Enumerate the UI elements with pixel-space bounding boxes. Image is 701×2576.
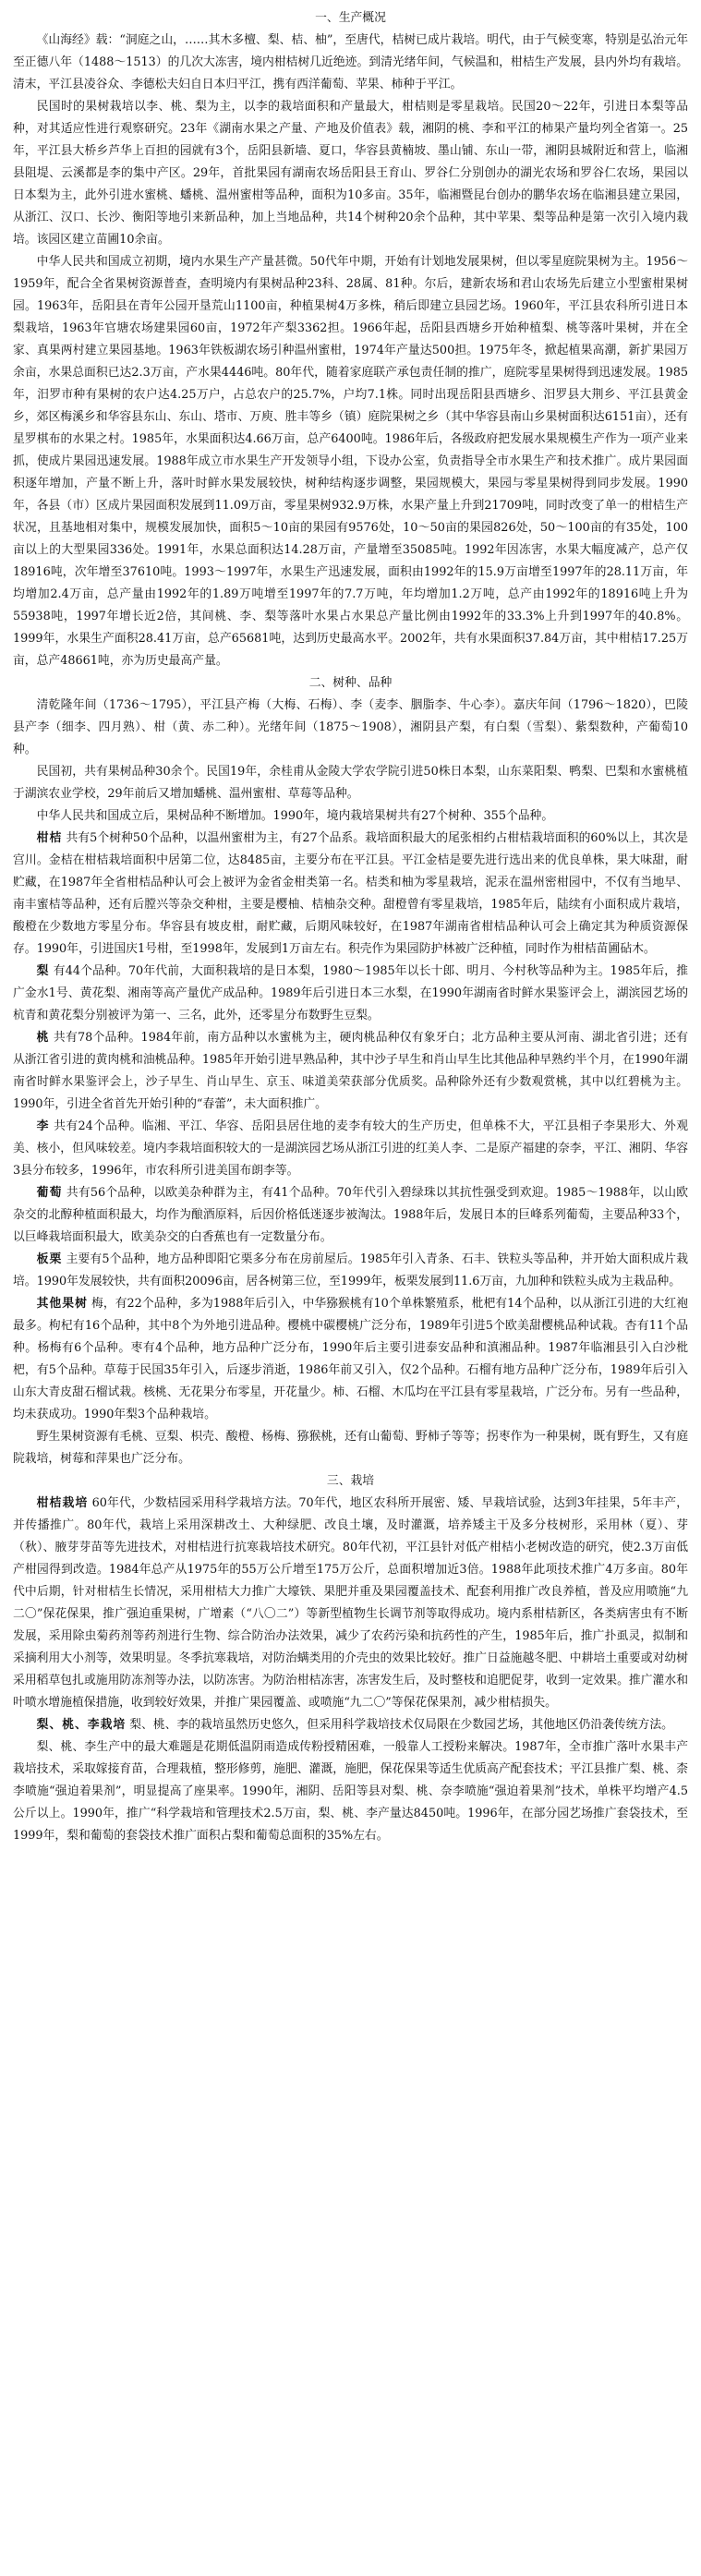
paragraph-text: 共有5个树种50个品种，以温州蜜柑为主，有27个品系。栽培面积最大的尾张相约占柑桔栽培面积的60%以上，其次是宫川。金桔在柑桔栽培面积中居第二位，达8485亩，主要分布在平江县。平江金桔是要先进行选出来的优良单株，果大味甜，耐贮藏，在1987年全省柑桔品种认可会上被评为金省金柑类第一名。桔类和柚为零星栽培，泥汞在温州密柑园中，不仅有当地早、南丰蜜桔等品种，还有后膛兴等杂交种柑，主要是樱柚、桔柚杂交种。甜橙曾有零星栽培，1985年后，陆续有小面积成片栽培，酸橙在少数地方零星分布。华容县有坡皮柑，耐贮藏，后期风味较好，在1987年湖南省柑桔品种认可会上确定其为种质资源保存。1990年，引进国庆1号柑，至1998年，发展到1万亩左右。积壳作为果园防护林被广泛种植，同时作为柑桔苗圃砧木。	[13, 831, 689, 956]
subheading-label: 其他果树	[36, 1297, 88, 1311]
paragraph-text: 主要有5个品种，地方品种即阳它栗多分布在房前屋后。1985年引入青条、石丰、铁粒头等品种，并开始大面积成片栽培。1990年发展较快，共有面积20096亩，居各树第三位，至1999年，板栗发展到11.6万亩，九加种和铁粒头成为主栽品种。	[13, 1252, 688, 1288]
paragraph-grape	[13, 1182, 688, 1249]
subheading-label: 桃	[36, 1031, 50, 1045]
paragraph: 中华人民共和国成立后，果树品种不断增加。1990年，境内栽培果树共有27个树种、355个品种。	[36, 809, 554, 823]
section-heading-species-varieties: 二、树种、品种	[308, 676, 393, 690]
subheading-label: 葡萄	[36, 1186, 63, 1200]
subheading-label: 李	[36, 1119, 50, 1133]
paragraph: 中华人民共和国成立初期，境内水果生产产量甚微。50代年中期，开始有计划地发展果树，但以零星庭院果树为主。1956～1959年，配合全省果树资源普查，查明境内有果树品种23科、28属、81种。尔后，建新农场和君山农场先后建立小型蜜柑果树园。1963年，岳阳县在青年公园开垦荒山1100亩，种植果树4万多株，稍后即建立县园艺场。1960年，平江县农科所引进日本梨栽培，1963年官塘农场建果园60亩，1972年产梨3362担。1966年起，岳阳县西塘乡开始种植梨、桃等落叶果树，并在全家、真果两村建立果园基地。1963年铁板湖农场引种温州蜜柑，1974年产量达500担。1975年冬，掀起植果高潮，新扩果园万余亩，水果总面积已达2.3万亩，产水果4446吨。80年代，随着家庭联产承包责任制的推广，庭院零星果树得到迅速发展。1985年，汨罗市种有果树的农户达4.25万户，占总农户的25.7%，户均7.1株。同时出现岳阳县西塘乡、汨罗县大荆乡、平江县黄金乡，郊区梅溪乡和华容县东山、东山、塔市、万庾、胜丰等乡（镇）庭院果树之乡（其中华容县南山乡果树面积达6151亩），还有星罗棋布的水果之村。1985年，水果面积达4.66万亩，总产6400吨。1986年后，各级政府把发展水果规模生产作为一项产业来抓，使成片果园迅速发展。1988年成立市水果生产开发领导小组，下设办公室，负责指导全市水果生产和技术推广。成片果园面积逐年增加，产量不断上升，落叶时鲜水果发展较快，树种结构逐步调整，果园规模大，果园与零星果树得到同步发展。1990年，各县（市）区成片果园面积发展到11.09万亩，零星果树932.9万株，水果产量上升到21709吨，同时改变了单一的柑桔生产状况，且基地相对集中，规模发展加快，面积5～10亩的果园有9576处，10～50亩的果园826处，50～100亩的有35处，100亩以上的大型果园336处。1991年，水果总面积达14.28万亩，产量增至35085吨。1992年因冻害，水果大幅度减产，总产仅18916吨，次年增至37610吨。1993～1997年，水果生产迅速发展，面积由1992年的15.9万亩增至1997年的28.11万亩，年均增加2.4万亩，总产量由1992年的1.89万吨增至1997年的7.7万吨，年均增加1.2万吨，总产由1992年的18916吨上升为55938吨，1997年增长近2倍，其间桃、李、梨等落叶水果占水果总产量比例由1992年的33.3%上升到1997年的40.8%。1999年，水果生产面积28.41万亩，总产65681吨，达到历史最高水平。2002年，共有水果面积37.84万亩，其中柑桔17.25万亩，总产48661吨，亦为历史最高产量。	[13, 255, 688, 668]
paragraph: 《山海经》载：“洞庭之山，……其木多檀、梨、桔、柚”，至唐代，桔树已成片栽培。明代，由于气候变寒，特别是弘治元年至正德八年（1488～1513）的几次大冻害，境内柑桔树几近绝迹。到清光绪年间，气候温和，柑桔生产发展，县内外均有栽培。清末，平江县凌谷众、李德松夫妇自日本归平江，携有西洋葡萄、苹果、柿种于平江。	[13, 33, 688, 91]
subheading-label: 柑桔	[36, 831, 63, 845]
paragraph: 梨、桃、李生产中的最大难题是花期低温阴雨造成传粉授精困难，一般靠人工授粉来解决。1987年，全市推广落叶水果丰产栽培技术，采取嫁接育苗，合理栽植，整形修剪，施肥、灌溉，施肥，保花保果等适生优质高产配套技术；平江县推广梨、桃、柰李喷施“强迫着果剂”，明显提高了座果率。1990年，湘阴、岳阳等县对梨、桃、奈李喷施“强迫着果剂”技术，单株平均增产4.5公斤以上。1990年，推广“科学栽培和管理技术2.5万亩，梨、桃、李产量达8450吨。1996年，在部分园艺场推广套袋技术，至1999年，梨和葡萄的套袋技术推广面积占梨和葡萄总面积的35%左右。	[13, 1740, 688, 1843]
paragraph: 野生果树资源有毛桃、豆梨、枳壳、酸橙、杨梅、猕猴桃，还有山葡萄、野柿子等等；拐枣作为一种果树，既有野生，又有庭院栽培，树莓和萍果也广泛分布。	[13, 1430, 688, 1466]
paragraph-citrus-cultivation	[13, 1493, 688, 1714]
section-heading-production-overview: 一、生产概况	[315, 11, 386, 25]
paragraph: 民国初，共有果树品种30余个。民国19年，余桂甫从金陵大学农学院引进50株日本梨，山东菜阳梨、鸭梨、巴梨和水蜜桃植于湖滨农业学校，29年前后又增加蟠桃、温州蜜柑、草莓等品种。	[13, 765, 688, 801]
paragraph-text: 60年代，少数桔园采用科学栽培方法。70年代，地区农科所开展密、矮、早栽培试验，达到3年挂果，5年丰产，并传播推广。80年代，栽培上采用深耕改土、大种绿肥、改良土壤，及时灌溉，培养矮主干及多分枝树形，采用林（夏）、芽（秋）、腋芽芽苗等先进技术，对柑桔进行抗寒栽培技术研究。80年代初，平江县针对低产柑桔小老树改造的研究，使2.3万亩低产柑园得到改造。1984年总产从1975年的55万公斤增至175万公斤，总面积增加近3倍。1988年此项技术推广4万多亩。80年代中后期，针对柑桔生长情况，采用柑桔大力推广大壕铁、果肥并重及果园覆盖技术、配套利用推广改良养植，普及应用喷施“九二〇”保花保果，推广强迫重果树，广增素（“八〇二”）等新型植物生长调节剂等取得成功。境内系柑桔新区，各类病害虫有不断发展，采用除虫菊药剂等药剂进行生物、综合防治办法效果，减少了农药污染和抗药性的产生，1985年后，推广扑虱灵，拟制和采摘利用大小剂等，效果明显。冬季抗寒栽培，对防治螨类用的介壳虫的效果比较好。推广日益施越冬肥、中耕培土重要或对幼树采用稻草包扎或施用防冻剂等办法，以防冻害。为防治柑桔冻害，冻害发生后，及时整枝和追肥促芽，收到一定效果。推广灌水和叶喷水增施植保措施，收到较好效果，并推广果园覆盖、或喷施“九二〇”等保花保果剂，减少柑桔损失。	[13, 1496, 688, 1710]
paragraph-citrus	[13, 828, 688, 961]
paragraph-text: 梨、桃、李的栽培虽然历史悠久，但采用科学栽培技术仅局限在少数园艺场，其他地区仍沿袭传统方法。	[129, 1718, 673, 1732]
paragraph-pear	[13, 961, 688, 1027]
paragraph-chestnut	[13, 1249, 688, 1293]
subheading-label: 梨	[36, 964, 50, 978]
paragraph-text: 梅，有22个品种，多为1988年后引入，中华猕猴桃有10个单株繁殖系，枇杷有14个品种，以从浙江引进的大红袍最多。枸杞有16个品种，其中8个为外地引进品种。樱桃中碳樱桃广泛分布，1989年引进5个欧美甜樱桃品种试栽。杏有11个品种。杨梅有6个品种。枣有4个品种，地方品种广泛分布，1990年后主要引进泰安品种和滇湘品种。1987年临湘县引入白沙枇杷，有5个品种。草莓于民国35年引入，后逐步消逝，1986年前又引入，仅2个品种。石榴有地方品种广泛分布，1989年后引入山东大青皮甜石榴试栽。核桃、无花果分布零星，开花量少。柿、石榴、木瓜均在平江县有零星栽培，广泛分布。另有一些品种，均未获成功。1990年梨3个品种栽培。	[13, 1297, 689, 1421]
paragraph: 清乾隆年间（1736～1795），平江县产梅（大梅、石梅）、李（麦李、胭脂李、牛心李）。嘉庆年间（1796～1820），巴陵县产李（细李、四月熟）、柑（黄、赤二种）。光绪年间（1875～1908），湘阴县产梨，有白梨（雪梨）、紫梨数种，产葡萄10种。	[13, 698, 688, 756]
subheading-label: 板栗	[36, 1252, 63, 1266]
paragraph-plum	[13, 1116, 688, 1182]
paragraph-text: 共有78个品种。1984年前，南方品种以水蜜桃为主，硬肉桃品种仅有象牙白；北方品种主要从河南、湖北省引进；还有从浙江省引进的黄肉桃和油桃品种。1985年开始引进早熟品种，其中沙子早生和肖山早生比其他品种早熟约半个月，在1990年湖南省时鲜水果鉴评会上，沙子早生、肖山早生、京玉、味道美荣获部分优质奖。品种除外还有少数观赏桃，其中以红碧桃为主。1990年，引进全省首先开始引种的“春蕾”，未大面积推广。	[13, 1031, 688, 1111]
subheading-label: 柑桔栽培	[36, 1496, 89, 1510]
paragraph-text: 共有24个品种。临湘、平江、华容、岳阳县居住地的麦李有较大的生产历史，但单株不大，平江县相子李果形大、外观美、核小，但风味较差。境内李栽培面积较大的一是湖滨园艺场从浙江引进的红美人李、二是原产福建的奈李，平江、湘阴、华容3县分布较多，1996年，市农科所引进美国布朗李等。	[13, 1119, 688, 1178]
section-heading-cultivation: 三、栽培	[326, 1474, 375, 1488]
paragraph-text: 共有56个品种，以欧美杂种群为主，有41个品种。70年代引入碧绿珠以其抗性强受到欢迎。1985～1988年，以山欧杂交的北醇种植面积最大，均作为酿酒原料，后因价格低迷逐步被淘汰。1988年后，发展日本的巨峰系列葡萄，主要品种33个，以巨峰栽培面积最大，欧美杂交的白香蕉也有一定数量分布。	[13, 1186, 688, 1244]
paragraph-pear-peach-plum-cultivation	[13, 1714, 688, 1736]
paragraph: 民国时的果树栽培以李、桃、梨为主，以李的栽培面积和产量最大，柑桔则是零星栽培。民国20～22年，引进日本梨等品种，对其适应性进行观察研究。23年《湖南水果之产量、产地及价值表》载，湘阴的桃、李和平江的柿果产量均列全省第一。25年，平江县大桥乡芦华上百担的园就有3个，岳阳县新墙、夏口，华容县黄楠坡、墨山铺、东山一带，湘阴县城附近和营上，临湘县阻堤、云溪都是李的集中产区。29年，首批果园有湖南农场岳阳县王育山、罗谷仁分别创办的湖光农场和罗谷仁农场，果园以日本梨为主，此外引进水蜜桃、蟠桃、温州蜜柑等品种，面积为10多亩。35年，临湘暨昆台创办的鹏华农场在临湘县建立果园，从浙江、汉口、长沙、衡阳等地引来新品种，加上当地品种，共14个树种20余个品种，其中苹果、梨等品种是第一次引入境内栽培。该园区建立苗圃10余亩。	[13, 100, 688, 247]
paragraph-other-fruit-trees	[13, 1293, 688, 1426]
paragraph-peach	[13, 1027, 688, 1116]
subheading-label: 梨、桃、李栽培	[36, 1718, 127, 1732]
paragraph-text: 有44个品种。70年代前，大面积栽培的是日本梨，1980～1985年以长十郎、明月、今村秋等品种为主。1985年后，推广金水1号、黄花梨、湘南等高产量优产成品种。1989年后引进日本三水梨，在1990年湖南省时鲜水果鉴评会上，湖滨园艺场的杭青和黄花梨分别被评为第一、三名，此外，还零星分布数野生豆梨。	[13, 964, 688, 1022]
